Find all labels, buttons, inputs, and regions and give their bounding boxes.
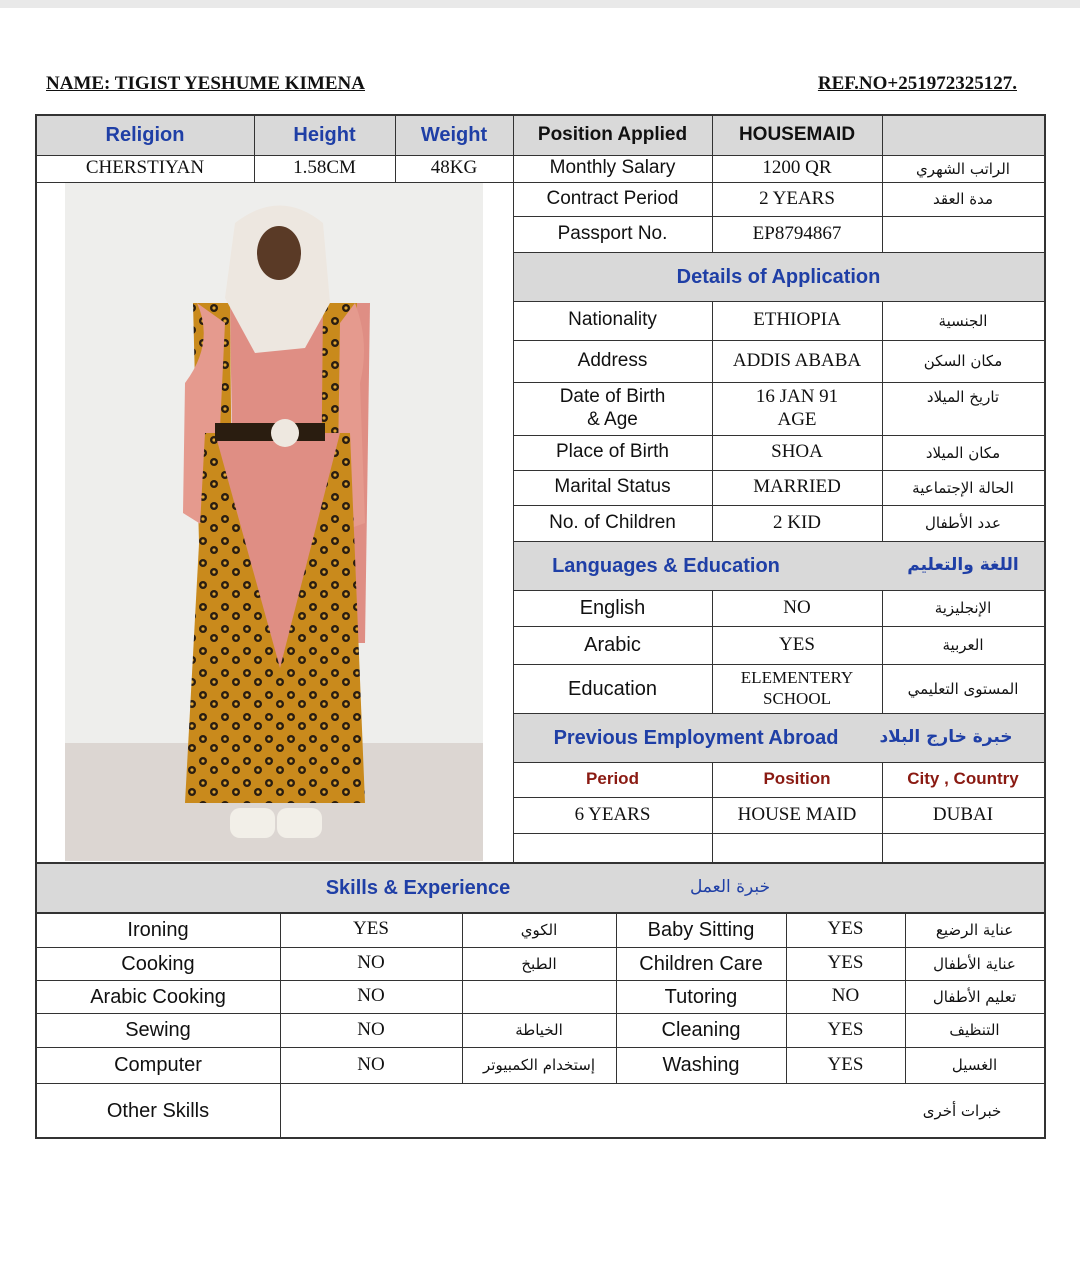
skill-arabic: التنظيف — [949, 1021, 1000, 1039]
reference-number: REF.NO+251972325127. — [817, 73, 1017, 94]
english-label: English — [579, 597, 646, 619]
period-header: Period — [586, 769, 639, 789]
skill-value: YES — [827, 1053, 864, 1075]
position-header: Position — [763, 769, 831, 789]
detail-label: Monthly Salary — [549, 157, 676, 179]
skill-arabic: تعليم الأطفال — [932, 987, 1017, 1006]
address-arabic: مكان السكن — [923, 352, 1003, 370]
arabic-value: YES — [779, 633, 815, 655]
address-value: ADDIS ABABA — [732, 349, 862, 371]
employment-period: 6 YEARS — [574, 803, 651, 825]
education-value-line2: SCHOOL — [762, 688, 831, 708]
languages-title: Languages & Education — [552, 554, 780, 577]
skill-value: YES — [827, 918, 864, 940]
dob-value — [712, 382, 882, 435]
dob-label-line1: Date of Birth — [559, 385, 666, 407]
detail-label: Passport No. — [557, 222, 668, 244]
position-applied-value: HOUSEMAID — [738, 123, 856, 145]
skill-value: NO — [357, 1053, 385, 1075]
detail-value: 1200 QR — [762, 157, 832, 179]
employment-position: HOUSE MAID — [737, 803, 857, 825]
weight-value: 48KG — [430, 157, 478, 179]
nationality-value: ETHIOPIA — [753, 309, 841, 331]
detail-arabic: مدة العقد — [933, 190, 993, 208]
skill-label: Children Care — [639, 952, 763, 975]
children-arabic: عدد الأطفال — [925, 514, 1001, 532]
skill-label: Ironing — [127, 918, 189, 941]
skill-label: Washing — [662, 1054, 740, 1076]
grid-line — [35, 182, 513, 183]
children-value: 2 KID — [772, 511, 822, 533]
skill-label: Computer — [114, 1054, 202, 1076]
place-of-birth-label: Place of Birth — [556, 441, 669, 463]
weight-label: Weight — [420, 124, 488, 146]
top-bar — [0, 0, 1080, 8]
children-label: No. of Children — [549, 511, 676, 533]
religion-label: Religion — [105, 124, 185, 146]
education-value — [712, 664, 882, 713]
skill-arabic: الخياطة — [515, 1021, 563, 1039]
nationality-arabic: الجنسية — [938, 311, 988, 330]
detail-label: Contract Period — [546, 187, 679, 209]
english-arabic: الإنجليزية — [934, 599, 992, 617]
skill-value: NO — [357, 1018, 385, 1040]
position-applied-label: Position Applied — [537, 123, 688, 145]
skill-label: Sewing — [125, 1019, 191, 1041]
skill-value: YES — [827, 1018, 864, 1040]
dob-value-line2: AGE — [777, 408, 817, 430]
height-label: Height — [293, 124, 356, 146]
other-skills-label: Other Skills — [106, 1099, 210, 1122]
candidate-photo — [65, 183, 483, 861]
candidate-name: NAME: TIGIST YESHUME KIMENA — [46, 73, 366, 94]
skill-arabic: الطبخ — [521, 954, 557, 973]
skill-arabic: إستخدام الكمبيوتر — [483, 1056, 595, 1074]
dob-arabic: تاريخ الميلاد — [926, 388, 1000, 406]
arabic-label: Arabic — [584, 634, 641, 656]
english-value: NO — [783, 596, 811, 618]
skill-label: Baby Sitting — [647, 918, 755, 941]
skills-title: Skills & Experience — [325, 876, 511, 899]
employment-city: DUBAI — [932, 803, 994, 825]
dob-value-line1: 16 JAN 91 — [755, 385, 839, 407]
skill-label: Cleaning — [661, 1019, 741, 1041]
grid-line — [513, 833, 1045, 834]
marital-status-arabic: الحالة الإجتماعية — [912, 478, 1014, 497]
skill-label: Arabic Cooking — [90, 985, 226, 1008]
skill-arabic: الكوي — [520, 920, 558, 939]
place-of-birth-value: SHOA — [771, 441, 823, 463]
employment-title: Previous Employment Abroad — [553, 726, 839, 749]
address-label: Address — [577, 349, 648, 371]
place-of-birth-arabic: مكان الميلاد — [925, 443, 1001, 462]
city-country-header: City , Country — [907, 769, 1019, 789]
skill-value: NO — [831, 985, 860, 1007]
height-value: 1.58CM — [293, 157, 356, 179]
arabic-arabic: العربية — [942, 636, 984, 654]
skill-arabic — [462, 980, 616, 1013]
education-value-line1: ELEMENTERY — [740, 668, 854, 688]
skill-value: YES — [353, 918, 389, 940]
skill-arabic: الغسيل — [951, 1056, 998, 1074]
employment-title-arabic: خبرة خارج البلاد — [879, 727, 1013, 748]
nationality-label: Nationality — [568, 309, 657, 331]
skill-label: Tutoring — [664, 985, 738, 1008]
application-title: Details of Application — [676, 265, 881, 288]
religion-value: CHERSTIYAN — [85, 157, 205, 179]
languages-title-arabic: اللغة والتعليم — [907, 555, 1019, 576]
skills-title-arabic: خبرة العمل — [689, 877, 771, 898]
skill-label: Cooking — [121, 952, 195, 975]
dob-label-line2: & Age — [587, 408, 638, 430]
skill-arabic: عناية الرضيع — [935, 920, 1014, 939]
other-skills-arabic: خبرات أخرى — [922, 1101, 1002, 1120]
skill-value: YES — [827, 952, 864, 974]
skill-arabic: عناية الأطفال — [933, 954, 1016, 973]
detail-arabic: الراتب الشهري — [916, 159, 1010, 178]
detail-arabic — [882, 216, 1044, 252]
education-arabic: المستوى التعليمي — [907, 679, 1019, 698]
skill-value: NO — [357, 985, 385, 1007]
detail-value: EP8794867 — [752, 222, 842, 244]
dob-label — [513, 382, 712, 435]
skill-value: NO — [357, 952, 385, 974]
marital-status-label: Marital Status — [554, 476, 671, 498]
marital-status-value: MARRIED — [753, 476, 841, 498]
education-label: Education — [568, 677, 657, 700]
detail-value: 2 YEARS — [759, 187, 835, 209]
